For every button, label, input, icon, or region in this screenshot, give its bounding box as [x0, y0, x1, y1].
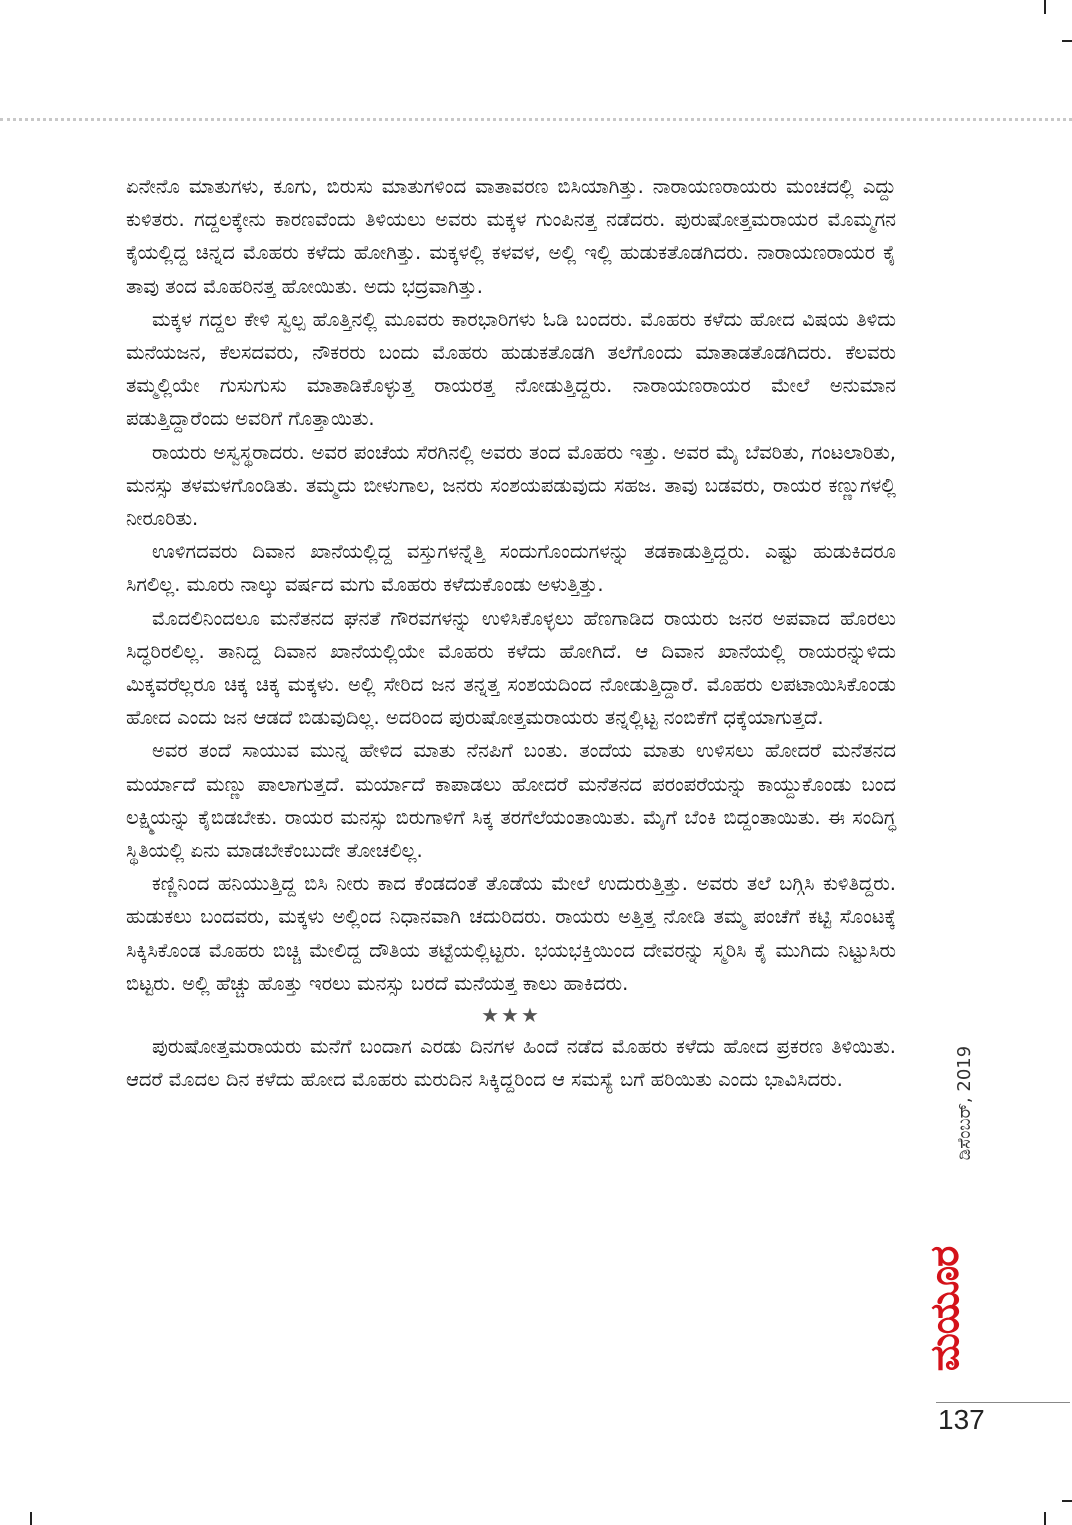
issue-date: ಡಿಸೆಂಬರ್, 2019 — [954, 1045, 975, 1161]
article-body — [126, 170, 896, 1096]
page-number: 137 — [938, 1404, 985, 1435]
crop-mark-top-right-h — [1062, 40, 1072, 42]
paragraph: ಏನೇನೊ ಮಾತುಗಳು, ಕೂಗು, ಬಿರುಸು ಮಾತುಗಳಿಂದ ವಾತಾವರಣ ಬಿಸಿಯಾಗಿತ್ತು. ನಾರಾಯಣರಾಯರು ಮಂಚದಲ್ಲಿ ಎದ್ದು ಕುಳಿತರು. ಗದ್ದಲಕ್ಕೇನು ಕಾರಣವೆಂದು ತಿಳಿಯಲು ಅವರು ಮಕ್ಕಳ ಗುಂಪಿನತ್ತ ನಡೆದರು. ಪುರುಷೋತ್ತಮರಾಯರ ಮೊಮ್ಮಗನ ಕೈಯಲ್ಲಿದ್ದ ಚಿನ್ನದ ಮೊಹರು ಕಳೆದು ಹೋಗಿತ್ತು. ಮಕ್ಕಳಲ್ಲಿ ಕಳವಳ, ಅಲ್ಲಿ ಇಲ್ಲಿ ಹುಡುಕತೊಡಗಿದರು. ನಾರಾಯಣರಾಯರ ಕೈ ತಾವು ತಂದ ಮೊಹರಿನತ್ತ ಹೋಯಿತು. ಅದು ಭದ್ರವಾಗಿತ್ತು. — [126, 175, 896, 298]
paragraph: ಅವರ ತಂದೆ ಸಾಯುವ ಮುನ್ನ ಹೇಳಿದ ಮಾತು ನೆನಪಿಗೆ ಬಂತು. ತಂದೆಯ ಮಾತು ಉಳಿಸಲು ಹೋದರೆ ಮನೆತನದ ಮರ್ಯಾದೆ ಮಣ್ಣು ಪಾಲಾಗುತ್ತದೆ. ಮರ್ಯಾದೆ ಕಾಪಾಡಲು ಹೋದರೆ ಮನೆತನದ ಪರಂಪರೆಯನ್ನು ಕಾಯ್ದುಕೊಂಡು ಬಂದ ಲಕ್ಷ್ಮಿಯನ್ನು ಕೈಬಿಡಬೇಕು. ರಾಯರ ಮನಸ್ಸು ಬಿರುಗಾಳಿಗೆ ಸಿಕ್ಕ ತರಗೆಲೆಯಂತಾಯಿತು. ಮೈಗೆ ಬೆಂಕಿ ಬಿದ್ದಂತಾಯಿತು. ಈ ಸಂದಿಗ್ಧ ಸ್ಥಿತಿಯಲ್ಲಿ ಏನು ಮಾಡಬೇಕೆಂಬುದೇ ತೋಚಲಿಲ್ಲ. — [126, 739, 896, 863]
footer-rule — [936, 1402, 1070, 1403]
crop-mark-top-right — [1044, 0, 1046, 14]
paragraph: ಪುರುಷೋತ್ತಮರಾಯರು ಮನೆಗೆ ಬಂದಾಗ ಎರಡು ದಿನಗಳ ಹಿಂದೆ ನಡೆದ ಮೊಹರು ಕಳೆದು ಹೋದ ಪ್ರಕರಣ ತಿಳಿಯಿತು. ಆದರೆ ಮೊದಲ ದಿನ ಕಳೆದು ಹೋದ ಮೊಹರು ಮರುದಿನ ಸಿಕ್ಕಿದ್ದರಿಂದ ಆ ಸಮಸ್ಯೆ ಬಗೆ ಹರಿಯಿತು ಎಂದು ಭಾವಿಸಿದರು. — [126, 1035, 896, 1092]
header-dotted-rule — [0, 118, 1072, 121]
crop-mark-bottom-right-h — [1062, 1500, 1072, 1502]
paragraph: ಮೊದಲಿನಿಂದಲೂ ಮನೆತನದ ಘನತೆ ಗೌರವಗಳನ್ನು ಉಳಿಸಿಕೊಳ್ಳಲು ಹೆಣಗಾಡಿದ ರಾಯರು ಜನರ ಅಪವಾದ ಹೊರಲು ಸಿದ್ಧರಿರಲಿಲ್ಲ. ತಾನಿದ್ದ ದಿವಾನ ಖಾನೆಯಲ್ಲಿಯೇ ಮೊಹರು ಕಳೆದು ಹೋಗಿದೆ. ಆ ದಿವಾನ ಖಾನೆಯಲ್ಲಿ ರಾಯರನ್ನುಳಿದು ಮಿಕ್ಕವರೆಲ್ಲರೂ ಚಿಕ್ಕ ಚಿಕ್ಕ ಮಕ್ಕಳು. ಅಲ್ಲಿ ಸೇರಿದ ಜನ ತನ್ನತ್ತ ಸಂಶಯದಿಂದ ನೋಡುತ್ತಿದ್ದಾರೆ. ಮೊಹರು ಲಪಟಾಯಿಸಿಕೊಂಡು ಹೋದ ಎಂದು ಜನ ಆಡದೆ ಬಿಡುವುದಿಲ್ಲ. ಅದರಿಂದ ಪುರುಷೋತ್ತಮರಾಯರು ತನ್ನಲ್ಲಿಟ್ಟ ನಂಬಿಕೆಗೆ ಧಕ್ಕೆಯಾಗುತ್ತದೆ. — [126, 606, 896, 730]
paragraph: ರಾಯರು ಅಸ್ವಸ್ಥರಾದರು. ಅವರ ಪಂಚೆಯ ಸೆರಗಿನಲ್ಲಿ ಅವರು ತಂದ ಮೊಹರು ಇತ್ತು. ಅವರ ಮೈ ಬೆವರಿತು, ಗಂಟಲಾರಿತು, ಮನಸ್ಸು ತಳಮಳಗೊಂಡಿತು. ತಮ್ಮದು ಬೀಳುಗಾಲ, ಜನರು ಸಂಶಯಪಡುವುದು ಸಹಜ. ತಾವು ಬಡವರು, ರಾಯರ ಕಣ್ಣುಗಳಲ್ಲಿ ನೀರೂರಿತು. — [126, 440, 896, 531]
crop-mark-bottom-right — [1044, 1512, 1046, 1525]
paragraph: ಊಳಿಗದವರು ದಿವಾನ ಖಾನೆಯಲ್ಲಿದ್ದ ವಸ್ತುಗಳನ್ನೆತ್ತಿ ಸಂದುಗೊಂದುಗಳನ್ನು ತಡಕಾಡುತ್ತಿದ್ದರು. ಎಷ್ಟು ಹುಡುಕಿದರೂ ಸಿಗಲಿಲ್ಲ. ಮೂರು ನಾಲ್ಕು ವರ್ಷದ ಮಗು ಮೊಹರು ಕಳೆದುಕೊಂಡು ಅಳುತ್ತಿತ್ತು. — [126, 540, 896, 597]
crop-mark-bottom-left — [30, 1512, 32, 1525]
magazine-logo: ಮಯೂರ — [922, 1246, 968, 1372]
section-separator: ★★★ — [481, 1003, 541, 1028]
paragraph: ಮಕ್ಕಳ ಗದ್ದಲ ಕೇಳಿ ಸ್ವಲ್ಪ ಹೊತ್ತಿನಲ್ಲಿ ಮೂವರು ಕಾರಭಾರಿಗಳು ಓಡಿ ಬಂದರು. ಮೊಹರು ಕಳೆದು ಹೋದ ವಿಷಯ ತಿಳಿದು ಮನೆಯಜನ, ಕೆಲಸದವರು, ನೌಕರರು ಬಂದು ಮೊಹರು ಹುಡುಕತೊಡಗಿ ತಲೆಗೊಂದು ಮಾತಾಡತೊಡಗಿದರು. ಕೆಲವರು ತಮ್ಮಲ್ಲಿಯೇ ಗುಸುಗುಸು ಮಾತಾಡಿಕೊಳ್ಳುತ್ತ ರಾಯರತ್ತ ನೋಡುತ್ತಿದ್ದರು. ನಾರಾಯಣರಾಯರ ಮೇಲೆ ಅನುಮಾನ ಪಡುತ್ತಿದ್ದಾರೆಂದು ಅವರಿಗೆ ಗೊತ್ತಾಯಿತು. — [126, 307, 896, 431]
paragraph: ಕಣ್ಣಿನಿಂದ ಹನಿಯುತ್ತಿದ್ದ ಬಿಸಿ ನೀರು ಕಾದ ಕೆಂಡದಂತೆ ತೊಡೆಯ ಮೇಲೆ ಉದುರುತ್ತಿತ್ತು. ಅವರು ತಲೆ ಬಗ್ಗಿಸಿ ಕುಳಿತಿದ್ದರು. ಹುಡುಕಲು ಬಂದವರು, ಮಕ್ಕಳು ಅಲ್ಲಿಂದ ನಿಧಾನವಾಗಿ ಚದುರಿದರು. ರಾಯರು ಅತ್ತಿತ್ತ ನೋಡಿ ತಮ್ಮ ಪಂಚೆಗೆ ಕಟ್ಟಿ ಸೊಂಟಕ್ಕೆ ಸಿಕ್ಕಿಸಿಕೊಂಡ ಮೊಹರು ಬಿಚ್ಚಿ ಮೇಲಿದ್ದ ದೌತಿಯ ತಟ್ಟೆಯಲ್ಲಿಟ್ಟರು. ಭಯಭಕ್ತಿಯಿಂದ ದೇವರನ್ನು ಸ್ಮರಿಸಿ ಕೈ ಮುಗಿದು ನಿಟ್ಟುಸಿರು ಬಿಟ್ಟರು. ಅಲ್ಲಿ ಹೆಚ್ಚು ಹೊತ್ತು ಇರಲು ಮನಸ್ಸು ಬರದೆ ಮನೆಯತ್ತ ಕಾಲು ಹಾಕಿದರು. — [126, 872, 896, 995]
